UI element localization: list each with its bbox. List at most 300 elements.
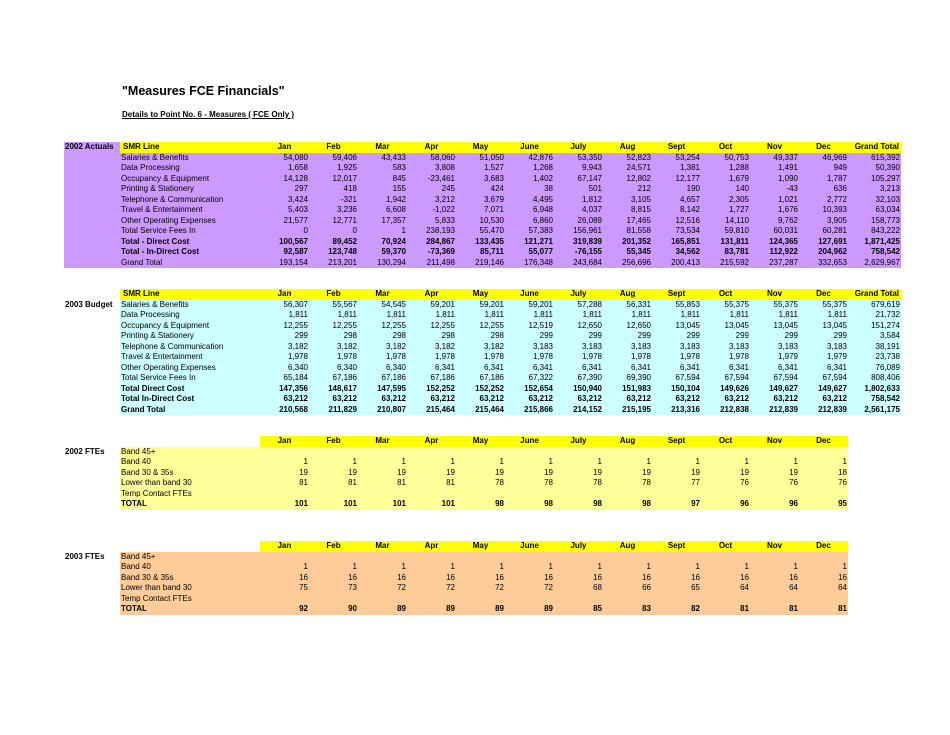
table-row [64,478,848,489]
value-cell: 200,413 [652,258,701,269]
table-row [64,300,901,311]
value-cell: 54,545 [358,300,407,311]
value-cell: 12,255 [456,321,505,332]
value-cell: 1,381 [652,163,701,174]
value-cell: 24,571 [603,163,652,174]
value-cell: 49,337 [750,153,799,164]
month-header: July [554,289,603,300]
value-cell: 148,617 [309,384,358,395]
table-row [64,468,848,479]
table-row [64,457,848,468]
value-cell: 63,212 [407,394,456,405]
value-cell [407,489,456,500]
page-subtitle: Details to Point No. 6 - Measures ( FCE Only ) [122,110,295,119]
budget-table [64,289,901,415]
value-cell: 1 [407,562,456,573]
month-header: Jan [260,541,309,552]
value-cell: 16 [407,573,456,584]
table-row [64,247,901,258]
row-label: Telephone & Communication [120,195,260,206]
value-cell: 147,595 [358,384,407,395]
value-cell: 17,465 [603,216,652,227]
value-cell: 213,316 [652,405,701,416]
value-cell: 299 [554,331,603,342]
value-cell [505,489,554,500]
value-cell: 150,940 [554,384,603,395]
value-cell: 16 [358,573,407,584]
value-cell: 418 [309,184,358,195]
month-header: Feb [309,142,358,153]
month-header: May [456,436,505,447]
grand-total-cell: 105,297 [848,174,901,185]
value-cell: 1 [456,562,505,573]
row-label: Band 40 [120,562,260,573]
value-cell: 3,683 [456,174,505,185]
value-cell: 3,182 [407,342,456,353]
table-row [64,562,848,573]
value-cell: 12,255 [358,321,407,332]
value-cell: 211,498 [407,258,456,269]
table-row [64,226,901,237]
row-label: Data Processing [120,310,260,321]
value-cell: 284,867 [407,237,456,248]
value-cell: 256,696 [603,258,652,269]
value-cell: 131,811 [701,237,750,248]
value-cell: 13,045 [750,321,799,332]
value-cell: 1,979 [750,352,799,363]
month-header: July [554,142,603,153]
value-cell: 3,679 [456,195,505,206]
month-header: Apr [407,142,456,153]
row-label: Other Operating Expenses [120,216,260,227]
value-cell: 67,147 [554,174,603,185]
header-row [64,142,901,153]
value-cell: 299 [750,331,799,342]
value-cell: 1 [505,457,554,468]
value-cell: 949 [799,163,848,174]
value-cell: 67,186 [309,373,358,384]
value-cell: -23,461 [407,174,456,185]
value-cell: 53,350 [554,153,603,164]
value-cell: 78 [554,478,603,489]
value-cell [358,552,407,563]
value-cell: 55,470 [456,226,505,237]
value-cell: 299 [652,331,701,342]
value-cell: 83,781 [701,247,750,258]
value-cell [652,489,701,500]
value-cell: 68 [554,583,603,594]
value-cell: 72 [407,583,456,594]
value-cell: 1,978 [554,352,603,363]
value-cell: 82 [652,604,701,615]
value-cell: 19 [407,468,456,479]
row-label: Other Operating Expenses [120,363,260,374]
month-header: Sept [652,142,701,153]
value-cell: 147,356 [260,384,309,395]
row-label: Temp Contact FTEs [120,489,260,500]
value-cell: 67,594 [799,373,848,384]
table-row [64,184,901,195]
table-row [64,342,901,353]
value-cell: 1,812 [554,195,603,206]
month-header: Dec [799,541,848,552]
value-cell: 63,212 [603,394,652,405]
value-cell [652,447,701,458]
value-cell [407,447,456,458]
value-cell: 64 [799,583,848,594]
value-cell [603,594,652,605]
value-cell: 76 [701,478,750,489]
value-cell: 3,182 [309,342,358,353]
row-label: Total Service Fees In [120,373,260,384]
row-label: Total Service Fees In [120,226,260,237]
value-cell [799,552,848,563]
row-label: Printing & Stationery [120,331,260,342]
value-cell: 1 [554,457,603,468]
value-cell: 59,201 [505,300,554,311]
value-cell: 1 [603,457,652,468]
value-cell: 6,340 [260,363,309,374]
table-row [64,195,901,206]
value-cell: 1,978 [652,352,701,363]
value-cell: 1 [701,457,750,468]
header-blank [120,436,260,447]
row-label: Band 45+ [120,447,260,458]
row-label: Salaries & Benefits [120,153,260,164]
value-cell: 12,177 [652,174,701,185]
value-cell: 6,860 [505,216,554,227]
value-cell: 298 [358,331,407,342]
value-cell: -43 [750,184,799,195]
value-cell: 12,017 [309,174,358,185]
table-row [64,310,901,321]
value-cell: 16 [652,573,701,584]
value-cell: 3,183 [603,342,652,353]
value-cell: 1,676 [750,205,799,216]
table-row [64,153,901,164]
month-header: Nov [750,436,799,447]
row-label: Travel & Entertainment [120,205,260,216]
value-cell: 46,969 [799,153,848,164]
value-cell: 42,876 [505,153,554,164]
value-cell: 16 [701,573,750,584]
value-cell: 215,195 [603,405,652,416]
value-cell: 123,748 [309,247,358,258]
value-cell: 63,212 [505,394,554,405]
value-cell: 1 [407,457,456,468]
value-cell: 89,452 [309,237,358,248]
month-header: June [505,142,554,153]
value-cell [309,594,358,605]
value-cell: 1,978 [603,352,652,363]
value-cell: 16 [750,573,799,584]
value-cell: 212,839 [799,405,848,416]
grand-total-header: Grand Total [848,289,901,300]
value-cell: 26,089 [554,216,603,227]
value-cell: 55,853 [652,300,701,311]
value-cell: 101 [407,499,456,510]
table-row [64,573,848,584]
value-cell: 17,357 [358,216,407,227]
value-cell: 12,771 [309,216,358,227]
value-cell: 3,183 [554,342,603,353]
value-cell: 3,183 [505,342,554,353]
grand-total-cell: 151,274 [848,321,901,332]
value-cell: 67,186 [456,373,505,384]
value-cell: 63,212 [701,394,750,405]
table-row [64,237,901,248]
value-cell: 9,943 [554,163,603,174]
grand-total-cell: 2,561,175 [848,405,901,416]
month-header: July [554,541,603,552]
value-cell: 1,727 [701,205,750,216]
value-cell: 60,281 [799,226,848,237]
value-cell: 0 [309,226,358,237]
value-cell: 12,802 [603,174,652,185]
value-cell: 215,464 [407,405,456,416]
value-cell: 75 [260,583,309,594]
value-cell: 298 [407,331,456,342]
value-cell: 81 [750,604,799,615]
value-cell: 9,762 [750,216,799,227]
value-cell: 6,341 [603,363,652,374]
value-cell: 1,679 [701,174,750,185]
value-cell: 1 [260,457,309,468]
value-cell: 63,212 [750,394,799,405]
value-cell: 19 [309,468,358,479]
value-cell: 1 [358,562,407,573]
value-cell: 1 [603,562,652,573]
month-header: Nov [750,289,799,300]
value-cell: 96 [701,499,750,510]
value-cell: 149,627 [799,384,848,395]
value-cell: 98 [505,499,554,510]
row-label: Lower than band 30 [120,583,260,594]
actuals-table [64,142,901,268]
row-label: Total - Direct Cost [120,237,260,248]
value-cell: 12,255 [309,321,358,332]
value-cell: 6,340 [309,363,358,374]
value-cell [554,447,603,458]
month-header: June [505,436,554,447]
value-cell: 1 [652,562,701,573]
month-header: Mar [358,142,407,153]
value-cell [456,489,505,500]
month-header: Jan [260,436,309,447]
value-cell: 85,711 [456,247,505,258]
value-cell: 3,182 [358,342,407,353]
spacer-cell [64,289,120,300]
value-cell: 56,331 [603,300,652,311]
value-cell: 81,558 [603,226,652,237]
value-cell [358,447,407,458]
value-cell: 16 [456,573,505,584]
value-cell: 67,594 [652,373,701,384]
value-cell: 19 [554,468,603,479]
value-cell: 67,322 [505,373,554,384]
value-cell: 190 [652,184,701,195]
value-cell: 57,383 [505,226,554,237]
value-cell: 152,252 [407,384,456,395]
value-cell: 1 [799,562,848,573]
value-cell: 1,402 [505,174,554,185]
value-cell: 81 [260,478,309,489]
row-label: Band 40 [120,457,260,468]
value-cell: 101 [260,499,309,510]
value-cell: 90 [309,604,358,615]
value-cell: 78 [603,478,652,489]
value-cell: 210,807 [358,405,407,416]
value-cell: 299 [799,331,848,342]
value-cell: 1 [456,457,505,468]
month-header: Nov [750,541,799,552]
value-cell: 1,978 [358,352,407,363]
row-label: Total In-Direct Cost [120,394,260,405]
value-cell: 1 [309,457,358,468]
grand-total-cell: 1,871,425 [848,237,901,248]
value-cell: 3,182 [456,342,505,353]
grand-total-cell: 679,619 [848,300,901,311]
section-fill [64,195,120,206]
page-title: "Measures FCE Financials" [122,84,285,98]
value-cell: 19 [750,468,799,479]
table-row [64,174,901,185]
value-cell: 215,464 [456,405,505,416]
value-cell [456,552,505,563]
section-fill [64,163,120,174]
value-cell: 243,684 [554,258,603,269]
month-header: Apr [407,289,456,300]
value-cell: 89 [505,604,554,615]
value-cell: 19 [701,468,750,479]
section-fill [64,184,120,195]
section-fill [64,174,120,185]
row-label: Temp Contact FTEs [120,594,260,605]
month-header: June [505,289,554,300]
month-header: Dec [799,436,848,447]
value-cell: 10,393 [799,205,848,216]
value-cell: 64 [750,583,799,594]
value-cell: 92 [260,604,309,615]
value-cell [554,552,603,563]
value-cell: 1,090 [750,174,799,185]
grand-total-cell: 23,738 [848,352,901,363]
row-label: Telephone & Communication [120,342,260,353]
value-cell: 636 [799,184,848,195]
value-cell: 176,348 [505,258,554,269]
value-cell: 149,627 [750,384,799,395]
month-header: Apr [407,541,456,552]
value-cell: 4,657 [652,195,701,206]
value-cell: 1 [750,562,799,573]
value-cell: 60,031 [750,226,799,237]
grand-total-header: Grand Total [848,142,901,153]
grand-total-cell: 615,392 [848,153,901,164]
table-row [64,331,901,342]
value-cell: 6,341 [505,363,554,374]
value-cell [701,552,750,563]
value-cell: 59,201 [407,300,456,311]
value-cell: 1,811 [652,310,701,321]
value-cell [603,489,652,500]
value-cell [701,447,750,458]
value-cell: 1,978 [309,352,358,363]
value-cell: 6,341 [799,363,848,374]
grand-total-cell: 38,191 [848,342,901,353]
value-cell: 424 [456,184,505,195]
value-cell: 152,654 [505,384,554,395]
value-cell: 1,925 [309,163,358,174]
value-cell: 3,808 [407,163,456,174]
value-cell: 59,406 [309,153,358,164]
header-row [64,289,901,300]
value-cell: 53,254 [652,153,701,164]
value-cell: 1,811 [799,310,848,321]
value-cell: 845 [358,174,407,185]
value-cell: 16 [799,573,848,584]
value-cell: 81 [407,478,456,489]
row-label: Total - In-Direct Cost [120,247,260,258]
value-cell: 165,851 [652,237,701,248]
value-cell: 121,271 [505,237,554,248]
value-cell: 98 [456,499,505,510]
table-row [64,363,901,374]
value-cell: 6,341 [750,363,799,374]
value-cell: 16 [505,573,554,584]
value-cell: 72 [358,583,407,594]
table-row [64,489,848,500]
value-cell: -76,155 [554,247,603,258]
value-cell: 83 [603,604,652,615]
value-cell: -73,369 [407,247,456,258]
value-cell: 237,287 [750,258,799,269]
table-row [64,205,901,216]
value-cell: 58,060 [407,153,456,164]
value-cell: 14,110 [701,216,750,227]
value-cell: 245 [407,184,456,195]
value-cell: 50,753 [701,153,750,164]
value-cell: 55,375 [799,300,848,311]
fte-2003-table [64,541,848,615]
value-cell: 1 [554,562,603,573]
value-cell: 3,905 [799,216,848,227]
value-cell: 18 [799,468,848,479]
value-cell: 56,307 [260,300,309,311]
value-cell: 6,608 [358,205,407,216]
value-cell: 211,829 [309,405,358,416]
value-cell: 297 [260,184,309,195]
table-row [64,447,848,458]
value-cell: 8,815 [603,205,652,216]
value-cell: 3,183 [750,342,799,353]
month-header: Jan [260,142,309,153]
value-cell: 16 [260,573,309,584]
value-cell: 319,839 [554,237,603,248]
value-cell [799,594,848,605]
value-cell [456,594,505,605]
value-cell: 332,653 [799,258,848,269]
value-cell [505,594,554,605]
grand-total-cell: 758,542 [848,394,901,405]
month-header: Mar [358,436,407,447]
value-cell: 151,983 [603,384,652,395]
value-cell: 1 [750,457,799,468]
value-cell [652,594,701,605]
fte-2002-table [64,436,848,510]
value-cell: 212,839 [750,405,799,416]
table-row [64,352,901,363]
value-cell: 92,587 [260,247,309,258]
